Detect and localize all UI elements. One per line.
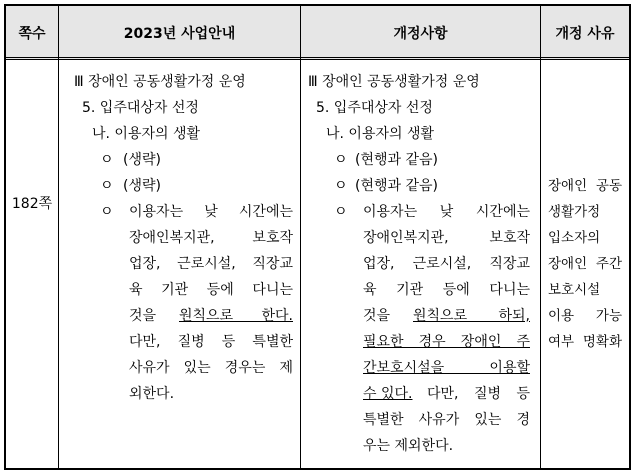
bullet-text-line: 외한다. (129, 386, 175, 402)
reason-line: 장애인 공동 (548, 178, 622, 194)
subsection-heading: 5. 입주대상자 선정 (316, 100, 433, 116)
bullet-text: (생략) (123, 152, 161, 168)
bullet-mark: ㅇ (334, 204, 348, 220)
bullet-text-line: 업장, 근로시설, 직장교 (363, 256, 530, 272)
bullet-text-line: 육 기관 등에 다니는 (363, 282, 530, 298)
column-divider (540, 6, 541, 468)
section-heading: Ⅲ 장애인 공동생활가정 운영 (308, 74, 480, 90)
comparison-table (4, 4, 631, 470)
item-heading: 나. 이용자의 생활 (326, 126, 435, 142)
underlined-text: 간보호시설을 이용할 (363, 360, 530, 376)
bullet-text-line: 육 기관 등에 다니는 (129, 282, 293, 298)
bullet-text-line: 다만, 질병 등 특별한 (129, 334, 293, 350)
header-reason: 개정 사유 (555, 26, 615, 42)
bullet-mark: ㅇ (100, 178, 114, 194)
reason-line: 이용 가능 (548, 308, 622, 324)
page-number-cell: 182쪽 (11, 196, 53, 212)
underlined-text: 필요한 경우 장애인 주 (363, 334, 530, 350)
bullet-text: (현행과 같음) (355, 178, 438, 194)
item-heading: 나. 이용자의 생활 (92, 126, 201, 142)
bullet-text-line: 것을 (363, 308, 391, 324)
column-divider (58, 6, 59, 468)
bullet-text-line: 장애인복지관, 보호작 (129, 230, 293, 246)
bullet-text-line: 다만, 질병 등 (427, 386, 530, 402)
reason-line: 장애인 주간 (548, 256, 622, 272)
header-original: 2023년 사업안내 (123, 26, 236, 42)
bullet-mark: ㅇ (334, 178, 348, 194)
column-divider (300, 6, 301, 468)
reason-line: 보호시설 (548, 282, 601, 298)
bullet-text-line: 이용자는 낮 시간에는 (363, 204, 530, 220)
bullet-mark: ㅇ (100, 152, 114, 168)
bullet-text: (생략) (123, 178, 161, 194)
header-revised: 개정사항 (393, 26, 448, 42)
bullet-text-line: 이용자는 낮 시간에는 (129, 204, 293, 220)
bullet-text: (현행과 같음) (355, 152, 438, 168)
section-heading: Ⅲ 장애인 공동생활가정 운영 (74, 74, 246, 90)
bullet-mark: ㅇ (334, 152, 348, 168)
header-page: 쪽수 (18, 26, 46, 42)
bullet-text-line: 장애인복지관, 보호작 (363, 230, 530, 246)
reason-line: 입소자의 (548, 230, 601, 246)
bullet-text-line: 우는 제외한다. (363, 438, 454, 454)
bullet-text-line: 사유가 있는 경우는 제 (129, 360, 293, 376)
bullet-text-line: 특별한 사유가 있는 경 (363, 412, 530, 428)
reason-line: 생활가정 (548, 204, 601, 220)
bullet-text-line: 업장, 근로시설, 직장교 (129, 256, 293, 272)
underlined-text: 수 있다. (363, 386, 413, 402)
bullet-mark: ㅇ (100, 204, 114, 220)
underlined-text: 원칙으로 하되, (413, 308, 530, 324)
reason-line: 여부 명확화 (548, 334, 622, 350)
underlined-text: 원칙으로 한다. (179, 308, 293, 324)
subsection-heading: 5. 입주대상자 선정 (82, 100, 199, 116)
bullet-text-line: 것을 (129, 308, 157, 324)
